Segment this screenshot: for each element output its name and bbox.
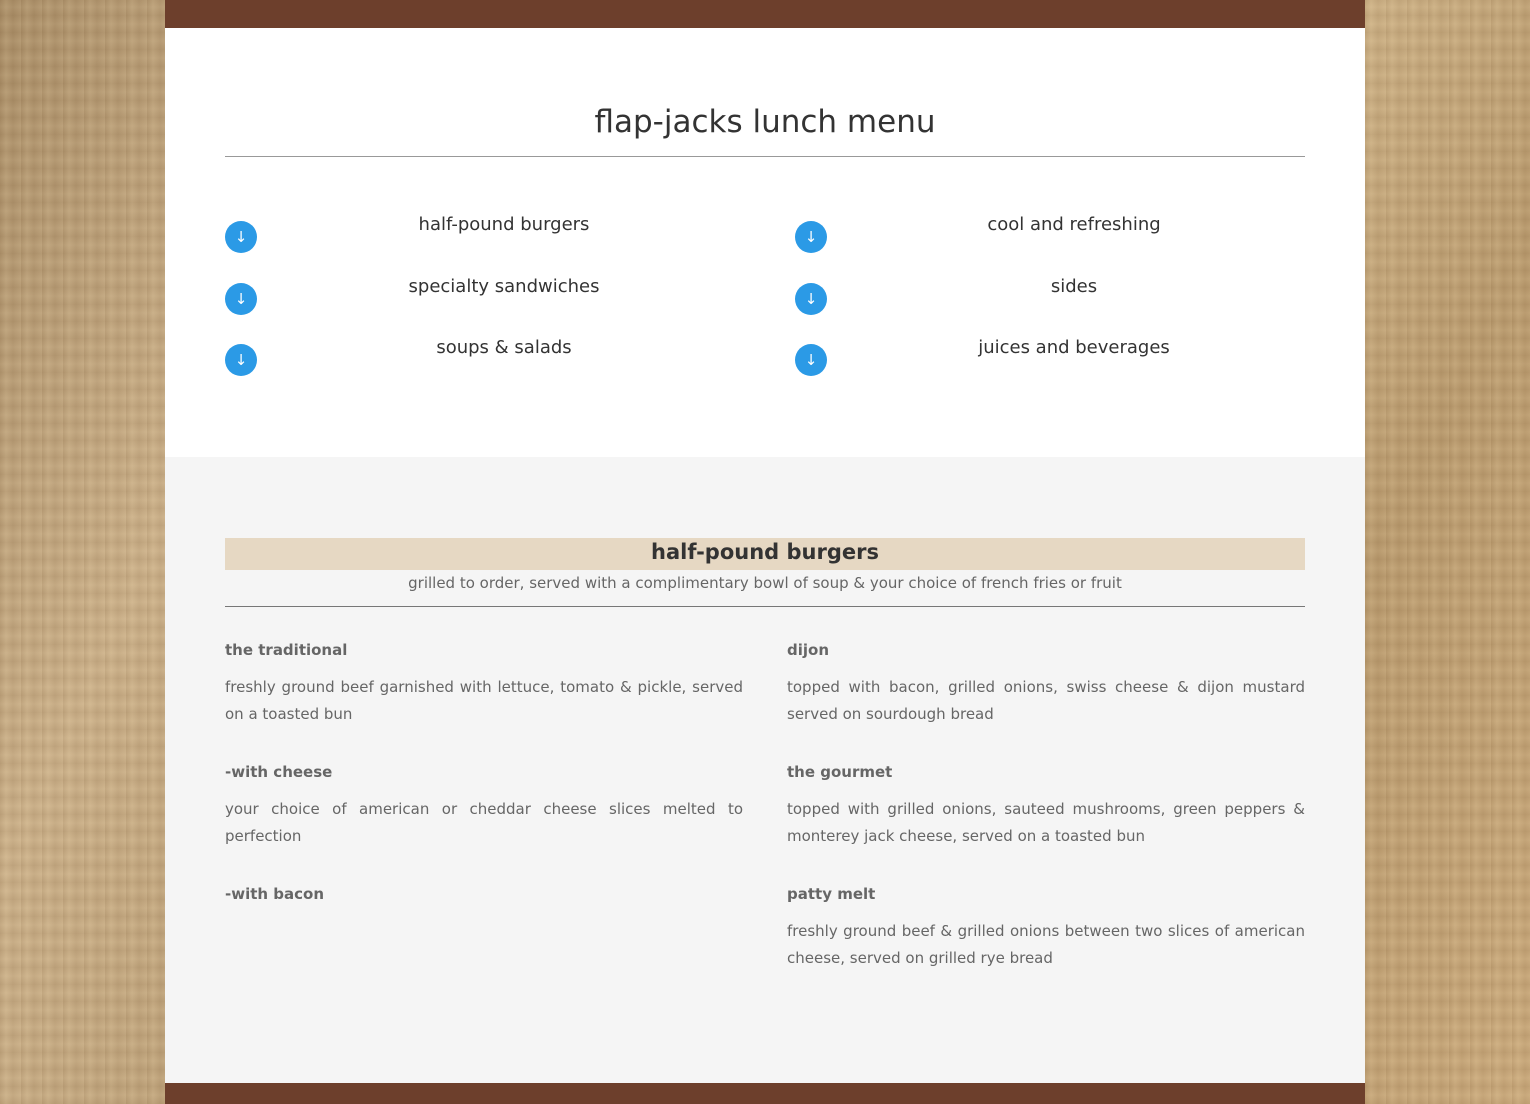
nav-item-label: juices and beverages — [978, 337, 1170, 358]
arrow-down-icon: ↓ — [225, 283, 257, 315]
menu-item-description: freshly ground beef garnished with lettuce, tomato & pickle, served on a toasted bun — [225, 678, 743, 723]
nav-item-label: cool and refreshing — [987, 214, 1161, 235]
category-title: half-pound burgers — [651, 540, 879, 564]
menu-item-name: patty melt — [787, 885, 876, 903]
nav-item-label: half-pound burgers — [418, 214, 590, 235]
menu-category-section — [165, 457, 1365, 1083]
bottom-bar — [165, 1083, 1365, 1104]
nav-item-cool-and-refreshing[interactable] — [795, 214, 1313, 255]
nav-item-specialty-sandwiches[interactable] — [225, 276, 743, 317]
menu-item-name: the traditional — [225, 641, 348, 659]
page-container — [165, 0, 1365, 1104]
nav-item-label: specialty sandwiches — [408, 276, 600, 297]
menu-item — [787, 884, 1305, 972]
menu-item-description: freshly ground beef & grilled onions between two slices of american cheese, served on grilled rye bread — [787, 922, 1305, 967]
menu-item-name: dijon — [787, 641, 830, 659]
category-divider — [225, 606, 1305, 607]
menu-item — [787, 762, 1305, 850]
title-divider — [225, 156, 1305, 157]
top-bar — [165, 0, 1365, 28]
nav-item-label: soups & salads — [436, 337, 572, 358]
page-title: flap-jacks lunch menu — [594, 104, 936, 140]
arrow-down-icon: ↓ — [795, 344, 827, 376]
menu-item-description: your choice of american or cheddar cheese slices melted to perfection — [225, 800, 743, 845]
menu-item — [225, 640, 743, 728]
menu-item-name: -with bacon — [225, 885, 325, 903]
nav-item-juices-and-beverages[interactable] — [795, 337, 1313, 378]
category-description: grilled to order, served with a complimentary bowl of soup & your choice of french fries or fruit — [408, 574, 1122, 592]
nav-item-soups-and-salads[interactable] — [225, 337, 743, 378]
menu-item — [225, 884, 743, 918]
arrow-down-icon: ↓ — [225, 344, 257, 376]
nav-item-sides[interactable] — [795, 276, 1313, 317]
arrow-down-icon: ↓ — [795, 221, 827, 253]
menu-item-name: -with cheese — [225, 763, 333, 781]
menu-item — [225, 762, 743, 850]
menu-item-description: topped with bacon, grilled onions, swiss cheese & dijon mustard served on sourdough bread — [787, 678, 1305, 723]
menu-header — [165, 28, 1365, 457]
menu-item — [787, 640, 1305, 728]
nav-item-label: sides — [1050, 276, 1098, 297]
nav-item-half-pound-burgers[interactable] — [225, 214, 743, 255]
menu-item-name: the gourmet — [787, 763, 893, 781]
menu-item-description: topped with grilled onions, sauteed mushrooms, green peppers & monterey jack cheese, served on a toasted bun — [787, 800, 1305, 845]
arrow-down-icon: ↓ — [225, 221, 257, 253]
category-header-band — [225, 538, 1305, 570]
arrow-down-icon: ↓ — [795, 283, 827, 315]
